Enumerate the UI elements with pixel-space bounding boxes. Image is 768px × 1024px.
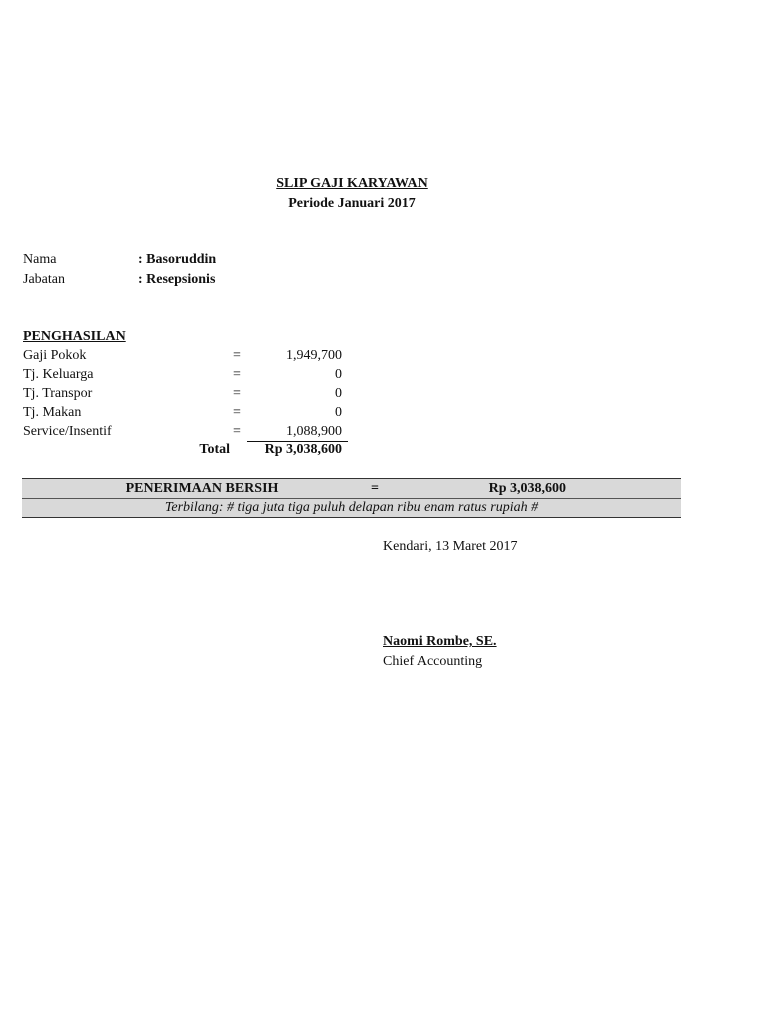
income-item-value: 1,088,900: [286, 424, 342, 439]
equals-sign: =: [233, 386, 241, 401]
equals-sign: =: [233, 424, 241, 439]
income-item-label: Service/Insentif: [23, 424, 112, 439]
income-item-label: Tj. Makan: [23, 405, 82, 420]
equals-sign: =: [233, 367, 241, 382]
net-pay-box: [22, 478, 681, 518]
period-label: Periode Januari 2017: [288, 196, 416, 211]
amount-in-words: Terbilang: # tiga juta tiga puluh delapan ribu enam ratus rupiah #: [164, 500, 539, 515]
income-item-value: 1,949,700: [286, 348, 342, 363]
income-item-value: 0: [335, 405, 342, 420]
signatory-role: Chief Accounting: [383, 654, 483, 669]
place-date: Kendari, 13 Maret 2017: [383, 539, 518, 554]
net-pay-equals: =: [371, 481, 379, 496]
income-item-value: 0: [335, 386, 342, 401]
name-label: Nama: [23, 252, 57, 267]
net-pay-label: PENERIMAAN BERSIH: [125, 481, 279, 496]
income-item-value: 0: [335, 367, 342, 382]
document-title: SLIP GAJI KARYAWAN: [276, 176, 428, 191]
total-value: Rp 3,038,600: [264, 442, 342, 457]
position-label: Jabatan: [23, 272, 65, 287]
name-value: : Basoruddin: [138, 252, 217, 267]
total-label: Total: [199, 442, 230, 457]
position-value: : Resepsionis: [138, 272, 216, 287]
equals-sign: =: [233, 348, 241, 363]
net-pay-row: [22, 479, 681, 498]
signatory-name: Naomi Rombe, SE.: [383, 634, 497, 649]
net-pay-value: Rp 3,038,600: [488, 481, 566, 496]
income-item-label: Gaji Pokok: [23, 348, 87, 363]
income-heading: PENGHASILAN: [23, 329, 126, 344]
income-item-label: Tj. Keluarga: [23, 367, 94, 382]
amount-in-words-row: [22, 499, 681, 517]
income-item-label: Tj. Transpor: [23, 386, 93, 401]
equals-sign: =: [233, 405, 241, 420]
